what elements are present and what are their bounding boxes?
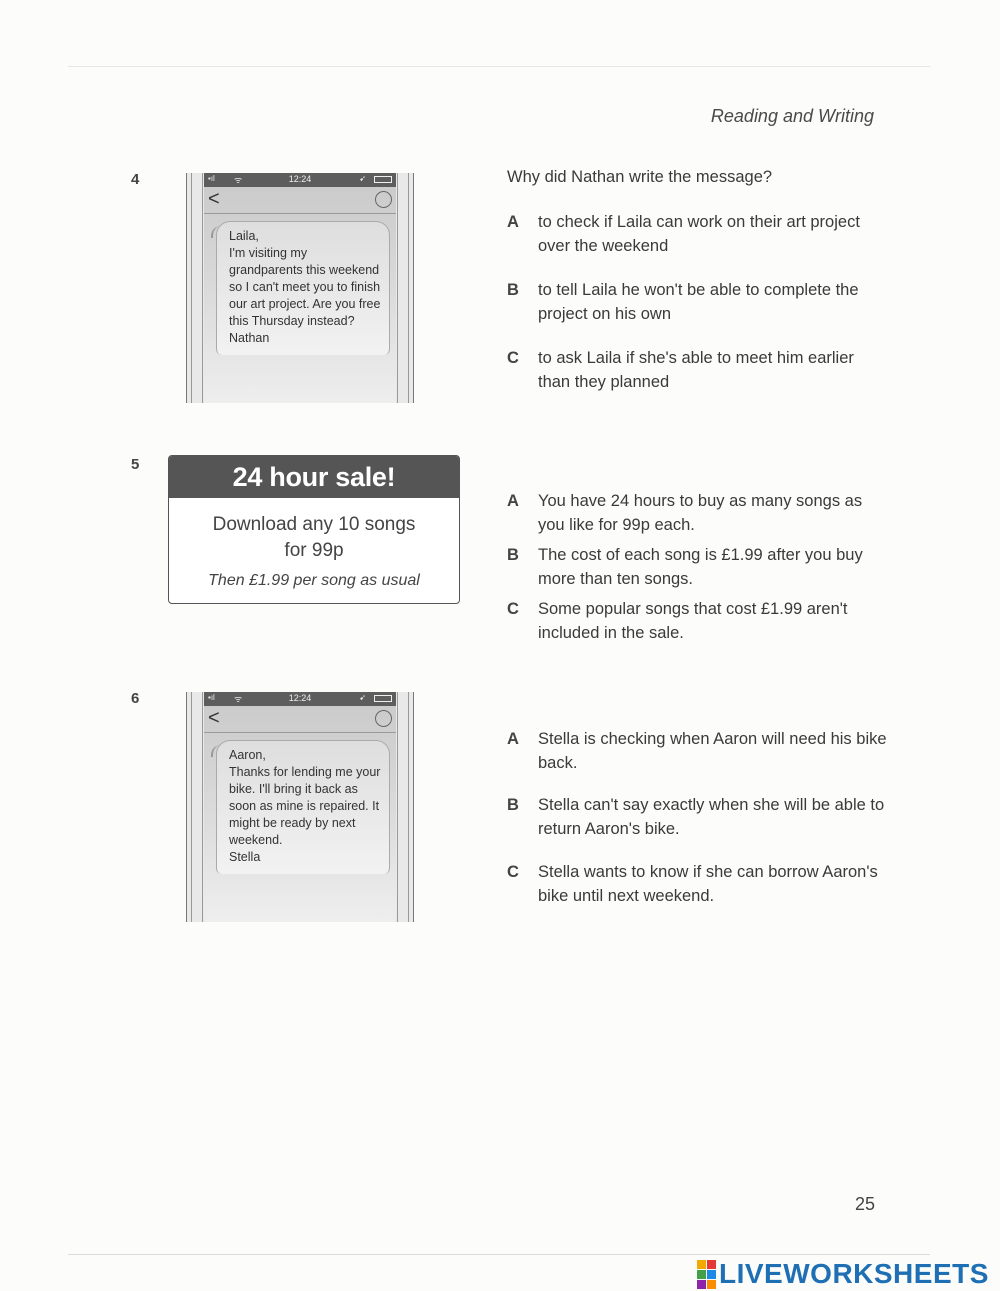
message-bubble: Laila, I'm visiting my grandparents this weekend so I can't meet you to finish our art project. Are you free this Thursday instead? Nathan (216, 221, 390, 355)
nav-bar (204, 706, 396, 733)
location-icon: ➹ (359, 693, 366, 702)
option-letter: C (507, 600, 519, 618)
option-text: Stella is checking when Aaron will need his bike back. (538, 730, 887, 772)
option-text: to tell Laila he won't be able to complete the project on his own (538, 281, 859, 323)
battery-icon (374, 176, 392, 183)
option-letter: B (507, 281, 519, 299)
option-text: to ask Laila if she's able to meet him earlier than they planned (538, 349, 854, 391)
back-chevron-icon: < (208, 188, 220, 210)
wifi-icon: ᯤ (234, 694, 243, 704)
option-letter: C (507, 863, 519, 881)
liveworksheets-logo[interactable] (697, 1259, 989, 1289)
option-text: Stella can't say exactly when she will be able to return Aaron's bike. (538, 796, 885, 838)
phone-screen (204, 692, 396, 922)
sale-body: Download any 10 songs for 99p (212, 514, 416, 561)
question-number-4: 4 (131, 171, 140, 188)
circle-icon (375, 191, 392, 208)
option-text: Some popular songs that cost £1.99 aren't included in the sale. (538, 600, 848, 642)
sale-advert (168, 455, 460, 604)
question-number-5: 5 (131, 456, 140, 473)
option-text: Stella wants to know if she can borrow Aaron's bike until next weekend. (538, 863, 878, 905)
status-bar (204, 692, 396, 706)
location-icon: ➹ (359, 174, 366, 183)
phone-message-4 (186, 173, 414, 403)
status-bar (204, 173, 396, 187)
status-time: 12:24 (288, 693, 312, 703)
option-letter: C (507, 349, 519, 367)
bottom-rule (68, 1254, 930, 1255)
option-letter: A (507, 492, 519, 510)
circle-icon (375, 710, 392, 727)
message-bubble: Aaron, Thanks for lending me your bike. I'll bring it back as soon as mine is repaired. It might be ready by next weekend. Stella (216, 740, 390, 874)
section-title: Reading and Writing (710, 106, 874, 126)
signal-icon: ▪ıl (208, 174, 215, 183)
page-number: 25 (855, 1194, 876, 1214)
brand-name: LIVEWORKSHEETS (719, 1258, 989, 1289)
question-prompt-4: Why did Nathan write the message? (507, 168, 773, 186)
question-number-6: 6 (131, 690, 140, 707)
wifi-icon: ᯤ (234, 175, 243, 185)
option-letter: A (507, 213, 519, 231)
back-chevron-icon: < (208, 707, 220, 729)
status-time: 12:24 (288, 174, 312, 184)
sale-note: Then £1.99 per song as usual (208, 572, 420, 589)
sale-heading: 24 hour sale! (169, 456, 459, 498)
option-letter: A (507, 730, 519, 748)
nav-bar (204, 187, 396, 214)
option-letter: B (507, 546, 519, 564)
signal-icon: ▪ıl (208, 693, 215, 702)
logo-icon (697, 1260, 716, 1289)
option-text: You have 24 hours to buy as many songs as you like for 99p each. (538, 492, 863, 534)
phone-message-6 (186, 692, 414, 922)
phone-screen (204, 173, 396, 403)
option-text: The cost of each song is £1.99 after you buy more than ten songs. (538, 546, 863, 588)
option-text: to check if Laila can work on their art project over the weekend (538, 213, 860, 255)
top-rule (68, 66, 930, 67)
battery-icon (374, 695, 392, 702)
option-letter: B (507, 796, 519, 814)
